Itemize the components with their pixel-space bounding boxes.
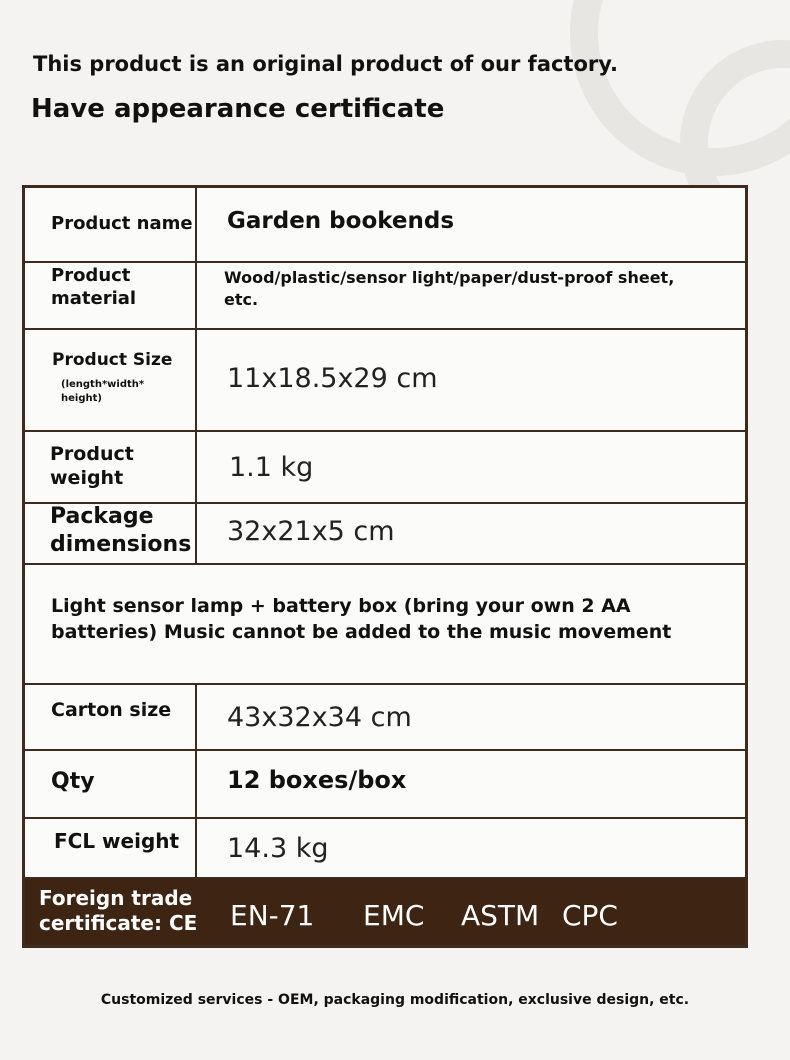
package-dimensions-value: 32x21x5 cm [227,516,395,547]
table-row-qty [25,751,745,819]
product-weight-label-1: Product [50,443,134,465]
table-row-product-size [25,330,745,432]
table-row-product-material [25,263,745,330]
product-material-value-2: etc. [224,290,259,309]
cert-astm: ASTM [461,899,540,932]
product-weight-value: 1.1 kg [229,452,314,483]
note-line-2: batteries) Music cannot be added to the music movement [51,621,672,643]
product-name-value: Garden bookends [227,208,455,234]
package-dimensions-label-1: Package [50,504,154,529]
product-material-value-1: Wood/plastic/sensor light/paper/dust-proof sheet, [224,268,675,287]
product-material-label-2: material [51,288,137,309]
note-line-1: Light sensor lamp + battery box (bring your own 2 AA [51,595,631,617]
table-row-certificates [25,879,745,945]
product-size-label: Product Size [52,350,173,370]
certificate-label-1: Foreign trade [39,886,193,910]
spec-table [22,185,748,948]
cert-en71: EN-71 [230,899,315,932]
certificate-label-2: certificate: CE [39,911,198,935]
table-row-carton-size [25,685,745,751]
table-row-package-dimensions [25,504,745,565]
customized-services-footer: Customized services - OEM, packaging modification, exclusive design, etc. [100,992,690,1008]
product-name-label: Product name [51,213,193,234]
table-row-fcl-weight [25,819,745,879]
product-weight-label-2: weight [50,467,124,489]
fcl-weight-value: 14.3 kg [227,833,329,864]
original-product-statement: This product is an original product of our factory. [33,52,618,76]
carton-size-label: Carton size [51,699,172,721]
product-size-sublabel-1: (length*width* [61,379,145,390]
appearance-certificate-heading: Have appearance certificate [31,94,445,124]
qty-label: Qty [51,769,95,794]
qty-value: 12 boxes/box [227,766,407,794]
product-size-sublabel-2: height) [61,393,102,404]
product-material-label-1: Product [51,265,131,286]
fcl-weight-label: FCL weight [54,829,180,853]
carton-size-value: 43x32x34 cm [227,702,412,733]
product-size-value: 11x18.5x29 cm [227,363,438,394]
table-row-product-name [25,188,745,263]
table-row-note [25,565,745,685]
decorative-rings [530,0,790,200]
cert-cpc: CPC [562,899,618,932]
table-row-product-weight [25,432,745,504]
package-dimensions-label-2: dimensions [50,532,192,557]
cert-emc: EMC [363,899,425,932]
